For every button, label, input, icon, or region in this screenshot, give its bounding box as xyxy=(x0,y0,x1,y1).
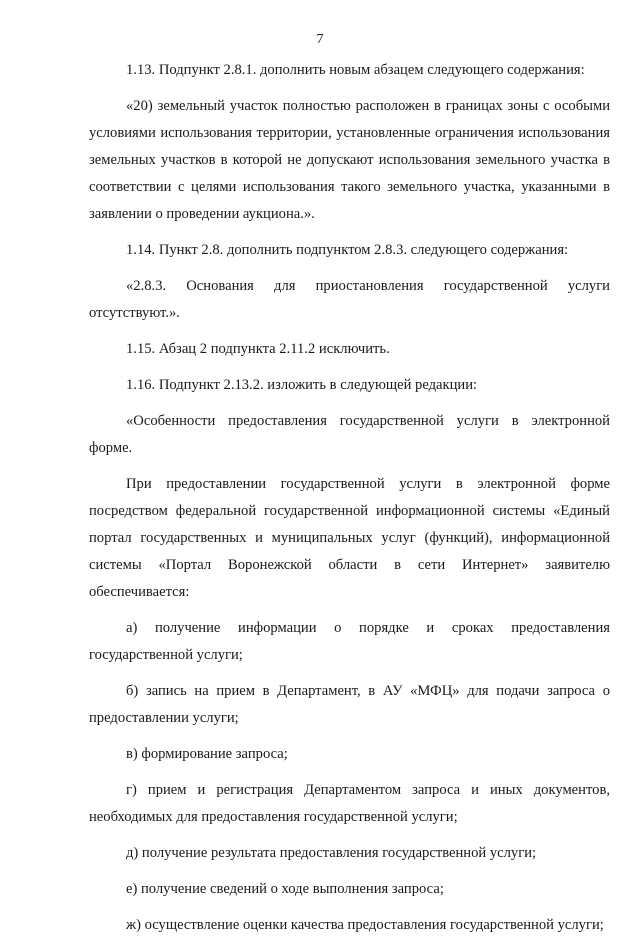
list-item-zh: ж) осуществление оценки качества предоставления государственной услуги; xyxy=(126,917,604,933)
paragraph-1-15: 1.15. Абзац 2 подпункта 2.11.2 исключить. xyxy=(126,341,390,357)
list-item-d: д) получение результата предоставления государственной услуги; xyxy=(126,845,537,861)
page-number: 7 xyxy=(316,32,324,47)
document-body xyxy=(89,57,610,939)
paragraph-electronic-form-intro: При предоставлении государственной услуги в электронной форме посредством федеральной государственной информационной системы «Единый портал государственных и муниципальных услуг (функций), информационной системы «Портал Воронежской области в сети Интернет» заявителю обеспечивается: xyxy=(89,476,610,600)
paragraph-1-13: 1.13. Подпункт 2.8.1. дополнить новым абзацем следующего содержания: xyxy=(126,62,585,78)
paragraph-electronic-form-heading: «Особенности предоставления государственной услуги в электронной форме. xyxy=(89,413,610,456)
list-item-e: е) получение сведений о ходе выполнения запроса; xyxy=(126,881,444,897)
list-item-a: а) получение информации о порядке и сроках предоставления государственной услуги; xyxy=(89,620,610,663)
list-item-g: г) прием и регистрация Департаментом запроса и иных документов, необходимых для предоставления государственной услуги; xyxy=(89,782,610,825)
paragraph-2-8-3: «2.8.3. Основания для приостановления государственной услуги отсутствуют.». xyxy=(89,278,610,321)
list-item-v: в) формирование запроса; xyxy=(126,746,288,762)
paragraph-1-16: 1.16. Подпункт 2.13.2. изложить в следующей редакции: xyxy=(126,377,478,393)
paragraph-new-item-20: «20) земельный участок полностью расположен в границах зоны с особыми условиями использования территории, установленные ограничения использования земельных участков в которой не допускают использования земельного участка в соответствии с целями использования такого земельного участка, указанными в заявлении о проведении аукциона.». xyxy=(89,98,610,222)
paragraph-1-14: 1.14. Пункт 2.8. дополнить подпунктом 2.8.3. следующего содержания: xyxy=(126,242,569,258)
list-item-b: б) запись на прием в Департамент, в АУ «МФЦ» для подачи запроса о предоставлении услуги; xyxy=(89,683,610,726)
